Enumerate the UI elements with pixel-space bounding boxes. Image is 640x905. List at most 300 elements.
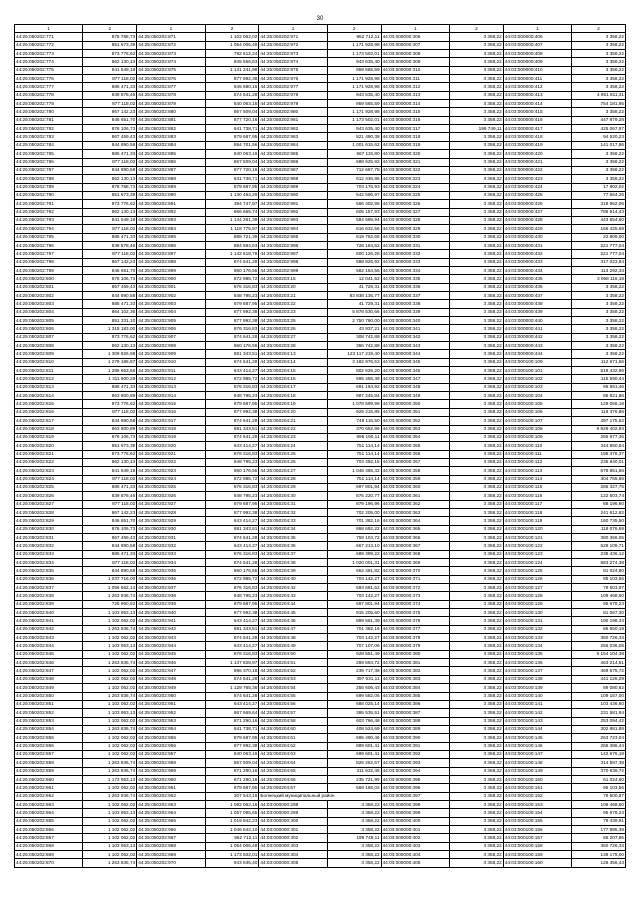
cadastral-value-cell: 1 173 502,01	[327, 116, 381, 124]
cadastral-number-cell: 44:03:000100:158	[503, 842, 571, 850]
table-row	[15, 533, 626, 541]
cadastral-number-cell: 44:25:050202:864	[15, 809, 83, 817]
cadastral-number-cell: 44:25:050204:27	[259, 467, 327, 475]
cadastral-number-cell: 44:25:050202:860	[15, 775, 83, 783]
cadastral-value-cell: 3 358,22	[449, 550, 503, 558]
cadastral-number-cell: 44:03:000100:142	[503, 709, 571, 717]
table-row	[15, 417, 626, 425]
cadastral-value-cell: 695 490,46	[327, 734, 381, 742]
cadastral-value-cell: 3 358,22	[449, 108, 503, 116]
cadastral-value-cell: 3 358,22	[449, 826, 503, 834]
cadastral-number-cell: 44:25:050202:814	[15, 392, 83, 400]
cadastral-number-cell: 44:25:050202:983	[259, 133, 327, 141]
cadastral-value-cell: 884 701,56	[205, 141, 259, 149]
cadastral-number-cell: 44:25:050202:885	[137, 150, 205, 158]
cadastral-value-cell: 874 641,28	[205, 675, 259, 683]
cadastral-value-cell: 447 879,28	[572, 116, 626, 124]
cadastral-number-cell: 44:25:050204:47	[259, 625, 327, 633]
cadastral-value-cell: 3 358,22	[572, 292, 626, 300]
cadastral-number-cell: 44:03:000000:347	[381, 375, 449, 383]
cadastral-number-cell: 44:25:050203:25	[259, 317, 327, 325]
cadastral-value-cell: 3 358,22	[449, 600, 503, 608]
cadastral-number-cell: 44:25:050202:994	[259, 225, 327, 233]
cadastral-value-cell: 879 687,95	[205, 784, 259, 792]
cadastral-value-cell: 3 358,22	[449, 508, 503, 516]
table-row	[15, 792, 626, 800]
cadastral-value-cell: 1 309 826,98	[83, 350, 137, 358]
cadastral-value-cell: 41 729,31	[327, 283, 381, 291]
cadastral-number-cell: 44:03:000000:301	[259, 826, 327, 834]
cadastral-number-cell: 44:03:000100:136	[503, 659, 571, 667]
cadastral-value-cell: 3 358,22	[449, 559, 503, 567]
cadastral-number-cell: 44:03:000000:312	[381, 83, 449, 91]
cadastral-number-cell: 44:25:050202:984	[259, 141, 327, 149]
cadastral-value-cell: 839 878,46	[83, 241, 137, 249]
cadastral-value-cell: 885 471,33	[83, 483, 137, 491]
cadastral-number-cell: 44:25:050202:881	[137, 116, 205, 124]
cadastral-value-cell: 1 173 502,01	[327, 50, 381, 58]
cadastral-number-cell: 44:25:050204:60	[259, 725, 327, 733]
cadastral-number-cell: 44:03:000000:437	[503, 292, 571, 300]
cadastral-value-cell: 863 800,89	[83, 392, 137, 400]
cadastral-value-cell: 943 635,40	[327, 58, 381, 66]
cadastral-number-cell: 44:03:000100:131	[503, 617, 571, 625]
cadastral-value-cell: 889 561,39	[327, 617, 381, 625]
cadastral-number-cell: 44:25:050202:817	[15, 417, 83, 425]
cadastral-value-cell: 1 173 953,13	[83, 775, 137, 783]
cadastral-value-cell: 113 292,34	[572, 266, 626, 274]
cadastral-value-cell: 3 358,22	[449, 233, 503, 241]
cadastral-number-cell: 44:25:050202:967	[137, 834, 205, 842]
cadastral-number-cell: 44:25:050202:964	[137, 809, 205, 817]
cadastral-value-cell: 792 612,24	[205, 50, 259, 58]
cadastral-number-cell: 44:03:000000:314	[381, 100, 449, 108]
cadastral-value-cell: 844 890,58	[83, 141, 137, 149]
cadastral-value-cell: 1 129 765,36	[205, 684, 259, 692]
cadastral-value-cell: 1 102 062,02	[83, 717, 137, 725]
cadastral-value-cell: 844 890,58	[83, 292, 137, 300]
cadastral-value-cell: 308 742,88	[327, 333, 381, 341]
cadastral-number-cell: 44:03:000000:394	[381, 767, 449, 775]
cadastral-value-cell: 3 358,22	[449, 483, 503, 491]
cadastral-value-cell: 139 175,00	[572, 851, 626, 859]
cadastral-value-cell: 3 182 976,53	[327, 358, 381, 366]
table-row	[15, 367, 626, 375]
cadastral-value-cell: 1 137 828,97	[205, 659, 259, 667]
cadastral-value-cell: 3 358,22	[449, 800, 503, 808]
cadastral-number-cell: 44:25:050202:795	[15, 233, 83, 241]
table-row	[15, 292, 626, 300]
cadastral-number-cell: 44:25:050202:888	[137, 175, 205, 183]
cadastral-number-cell: 44:03:000000:353	[381, 425, 449, 433]
cadastral-number-cell: 44:25:050202:786	[15, 158, 83, 166]
cadastral-value-cell: 840 063,16	[205, 150, 259, 158]
cadastral-value-cell: 112 671,66	[572, 358, 626, 366]
cadastral-value-cell: 4 861 811,31	[572, 91, 626, 99]
cadastral-number-cell: 44:25:050202:800	[15, 275, 83, 283]
table-row	[15, 525, 626, 533]
table-row	[15, 692, 626, 700]
cadastral-value-cell: 867 509,04	[205, 158, 259, 166]
cadastral-value-cell: 569 165,02	[327, 784, 381, 792]
cadastral-value-cell: 867 142,23	[83, 258, 137, 266]
cadastral-number-cell: 44:25:050202:799	[15, 266, 83, 274]
cadastral-number-cell: 44:03:000000:375	[381, 609, 449, 617]
table-row	[15, 483, 626, 491]
cadastral-number-cell: 44:25:050202:790	[15, 191, 83, 199]
cadastral-number-cell: 44:03:000000:380	[381, 650, 449, 658]
cadastral-number-cell: 44:03:000000:300	[259, 817, 327, 825]
cadastral-value-cell: 89 080,62	[572, 684, 626, 692]
cadastral-value-cell: 3 358,22	[449, 700, 503, 708]
cadastral-number-cell: 44:25:050202:831	[15, 533, 83, 541]
cadastral-number-cell: 44:25:050202:874	[137, 58, 205, 66]
cadastral-number-cell: 44:25:050202:797	[15, 250, 83, 258]
table-row	[15, 425, 626, 433]
cadastral-value-cell: 3 358,22	[449, 367, 503, 375]
cadastral-value-cell: 1 103 953,13	[83, 609, 137, 617]
table-row	[15, 717, 626, 725]
cadastral-value-cell: 612 436,85	[327, 175, 381, 183]
cadastral-value-cell: 605 157,93	[327, 208, 381, 216]
cadastral-number-cell: 44:25:050202:780	[15, 108, 83, 116]
cadastral-value-cell: 867 459,43	[83, 283, 137, 291]
cadastral-value-cell: 884 694,63	[205, 241, 259, 249]
cadastral-number-cell: 44:03:000000:409	[503, 58, 571, 66]
cadastral-value-cell: 3 358,22	[449, 784, 503, 792]
table-row	[15, 141, 626, 149]
cadastral-number-cell: 44:03:000000:303	[259, 842, 327, 850]
cadastral-number-cell: 44:25:050202:789	[15, 183, 83, 191]
cadastral-number-cell: 44:03:000000:322	[381, 166, 449, 174]
cadastral-number-cell: 44:03:000100:102	[503, 375, 571, 383]
cadastral-value-cell: 3 358,22	[449, 475, 503, 483]
cadastral-number-cell: 44:25:050202:907	[137, 333, 205, 341]
cadastral-value-cell: 3 358,22	[449, 33, 503, 41]
cadastral-value-cell: 885 471,33	[83, 300, 137, 308]
cadastral-number-cell: 44:25:050202:944	[137, 642, 205, 650]
cadastral-value-cell: 3 358,22	[449, 133, 503, 141]
cadastral-value-cell: 404 765,66	[572, 475, 626, 483]
cadastral-number-cell: 44:03:000100:118	[503, 508, 571, 516]
cadastral-number-cell: 44:03:000000:321	[381, 158, 449, 166]
cadastral-value-cell: 877 992,38	[205, 408, 259, 416]
header-row	[15, 25, 626, 33]
cadastral-value-cell: 871 290,16	[205, 775, 259, 783]
cadastral-number-cell: 44:25:050202:836	[15, 575, 83, 583]
cadastral-number-cell: 44:03:000100:154	[503, 809, 571, 817]
table-row	[15, 325, 626, 333]
cadastral-value-cell: 874 641,28	[205, 417, 259, 425]
cadastral-number-cell: 44:03:000100:138	[503, 675, 571, 683]
cadastral-value-cell: 879 687,95	[205, 133, 259, 141]
table-row	[15, 33, 626, 41]
cadastral-value-cell: 1 102 062,02	[83, 617, 137, 625]
cadastral-value-cell: 3 358,22	[449, 158, 503, 166]
cadastral-value-cell: 3 358,22	[572, 166, 626, 174]
cadastral-value-cell: 3 358,22	[449, 91, 503, 99]
cadastral-value-cell: 699 582,06	[327, 692, 381, 700]
cadastral-number-cell: 44:03:000000:340	[381, 317, 449, 325]
cadastral-number-cell: 44:03:000000:335	[381, 275, 449, 283]
cadastral-number-cell: 44:25:050202:913	[137, 383, 205, 391]
cadastral-number-cell: 44:03:000000:368	[381, 550, 449, 558]
cadastral-number-cell: 44:25:050202:820	[15, 442, 83, 450]
cadastral-value-cell: 876 316,83	[205, 383, 259, 391]
cadastral-value-cell: 691 184,92	[327, 383, 381, 391]
cadastral-number-cell: 44:25:050204:66	[259, 775, 327, 783]
table-row	[15, 784, 626, 792]
cadastral-number-cell: 44:03:000000:326	[381, 200, 449, 208]
cadastral-number-cell: 44:25:050202:989	[259, 183, 327, 191]
cadastral-value-cell: 3 358,22	[449, 283, 503, 291]
table-row	[15, 400, 626, 408]
cadastral-value-cell: 643 414,27	[205, 517, 259, 525]
cadastral-number-cell: 44:03:000100:148	[503, 759, 571, 767]
cadastral-number-cell: 44:03:000000:327	[381, 208, 449, 216]
cadastral-value-cell: 876 316,83	[205, 325, 259, 333]
cadastral-value-cell: 3 358,22	[327, 800, 381, 808]
cadastral-value-cell: 619 762,65	[327, 233, 381, 241]
cadastral-value-cell: 876 106,73	[83, 125, 137, 133]
section-heading-cell: Болнецкий муниципальный район	[259, 792, 381, 800]
table-row	[15, 742, 626, 750]
cadastral-value-cell: 3 358,22	[449, 400, 503, 408]
cadastral-value-cell: 876 316,83	[205, 283, 259, 291]
table-row	[15, 775, 626, 783]
cadastral-value-cell: 867 669,64	[205, 709, 259, 717]
cadastral-value-cell: 5 878 530,66	[327, 308, 381, 316]
cadastral-number-cell: 44:03:000000:396	[381, 784, 449, 792]
cadastral-value-cell: 318 952,06	[572, 200, 626, 208]
cadastral-number-cell: 44:03:000000:369	[381, 559, 449, 567]
cadastral-value-cell: 867 142,23	[83, 508, 137, 516]
cadastral-value-cell: 3 358,22	[449, 50, 503, 58]
cadastral-value-cell: 142 676,18	[572, 750, 626, 758]
cadastral-value-cell: 3 358,22	[572, 108, 626, 116]
cadastral-value-cell: 61 024,60	[572, 775, 626, 783]
table-row	[15, 66, 626, 74]
cadastral-number-cell: 44:25:050202:784	[15, 141, 83, 149]
cadastral-number-cell: 44:03:000100:139	[503, 684, 571, 692]
table-row	[15, 191, 626, 199]
cadastral-number-cell: 44:25:050202:953	[137, 717, 205, 725]
cadastral-number-cell: 44:03:000000:313	[381, 91, 449, 99]
cadastral-value-cell: 3 358,22	[572, 317, 626, 325]
cadastral-number-cell: 44:25:050204:30	[259, 492, 327, 500]
cadastral-number-cell: 44:03:000100:129	[503, 600, 571, 608]
cadastral-number-cell: 44:03:000100:140	[503, 692, 571, 700]
cadastral-value-cell: 3 358,22	[449, 517, 503, 525]
cadastral-number-cell: 44:03:000000:306	[381, 33, 449, 41]
cadastral-number-cell: 44:25:050204:58	[259, 717, 327, 725]
cadastral-number-cell: 44:03:000000:399	[381, 809, 449, 817]
cadastral-number-cell: 44:25:050203:21	[259, 292, 327, 300]
cadastral-number-cell: 44:25:050203:22	[259, 300, 327, 308]
cadastral-number-cell: 44:03:000000:359	[381, 475, 449, 483]
cadastral-value-cell: 678 851,56	[572, 467, 626, 475]
table-row	[15, 133, 626, 141]
cadastral-number-cell: 44:03:000000:430	[503, 233, 571, 241]
cadastral-number-cell: 44:03:000000:432	[503, 250, 571, 258]
cadastral-number-cell: 44:03:000100:145	[503, 734, 571, 742]
cadastral-value-cell: 3 358,22	[449, 141, 503, 149]
cadastral-number-cell: 44:03:000000:378	[381, 634, 449, 642]
cadastral-number-cell: 44:03:000000:393	[381, 759, 449, 767]
cadastral-value-cell: 860 176,55	[205, 266, 259, 274]
cadastral-number-cell: 44:25:050202:993	[259, 216, 327, 224]
cadastral-number-cell: 44:25:050204:31	[259, 500, 327, 508]
cadastral-value-cell: 877 118,02	[83, 100, 137, 108]
cadastral-number-cell: 44:03:000100:128	[503, 592, 571, 600]
cadastral-number-cell: 44:25:050202:840	[15, 609, 83, 617]
cadastral-number-cell: 44:25:050202:858	[15, 759, 83, 767]
cadastral-value-cell: 1 102 062,02	[83, 684, 137, 692]
cadastral-value-cell: 1 173 502,01	[205, 851, 259, 859]
cadastral-number-cell: 44:25:050202:781	[15, 116, 83, 124]
cadastral-number-cell: 44:25:050202:905	[137, 317, 205, 325]
cadastral-value-cell: 239 717,38	[327, 667, 381, 675]
cadastral-value-cell: 877 118,02	[83, 75, 137, 83]
cadastral-number-cell: 44:03:000100:156	[503, 826, 571, 834]
cadastral-value-cell: 3 358,22	[449, 308, 503, 316]
cadastral-number-cell: 44:03:000000:358	[381, 467, 449, 475]
table-row	[15, 383, 626, 391]
cadastral-number-cell: 44:03:000100:123	[503, 550, 571, 558]
cadastral-value-cell: 879 687,95	[205, 734, 259, 742]
cadastral-value-cell: 943 635,40	[327, 91, 381, 99]
cadastral-value-cell: 1 102 062,02	[83, 700, 137, 708]
table-row	[15, 116, 626, 124]
table-row	[15, 125, 626, 133]
cadastral-number-cell: 44:03:000100:110	[503, 442, 571, 450]
cadastral-number-cell: 44:03:000000:426	[503, 200, 571, 208]
cadastral-number-cell: 44:03:000000:349	[381, 392, 449, 400]
cadastral-number-cell: 44:03:000000:366	[381, 533, 449, 541]
cadastral-number-cell: 44:25:050202:978	[259, 91, 327, 99]
cadastral-number-cell: 44:03:000000:370	[381, 567, 449, 575]
cadastral-number-cell: 44:25:050204:35	[259, 533, 327, 541]
cadastral-number-cell: 44:25:050202:985	[259, 150, 327, 158]
cadastral-value-cell: 876 106,73	[83, 275, 137, 283]
cadastral-value-cell: 1 131 241,98	[205, 66, 259, 74]
cadastral-value-cell: 1 102 062,02	[83, 851, 137, 859]
cadastral-value-cell: 3 358,22	[449, 216, 503, 224]
cadastral-number-cell: 44:03:000000:401	[381, 826, 449, 834]
cadastral-number-cell: 44:03:000000:421	[503, 158, 571, 166]
cadastral-number-cell: 44:03:000000:367	[381, 542, 449, 550]
cadastral-number-cell: 44:03:000000:377	[381, 625, 449, 633]
cadastral-value-cell: 88 196,60	[572, 500, 626, 508]
cadastral-value-cell: 3 358,22	[572, 58, 626, 66]
cadastral-number-cell: 44:03:000000:414	[503, 100, 571, 108]
table-row	[15, 517, 626, 525]
table-row	[15, 575, 626, 583]
column-header: 1	[503, 25, 571, 33]
cadastral-number-cell: 44:25:050202:839	[15, 600, 83, 608]
cadastral-number-cell: 44:03:000100:143	[503, 717, 571, 725]
cadastral-value-cell: 3 358,22	[449, 809, 503, 817]
cadastral-number-cell: 44:25:050202:925	[137, 483, 205, 491]
cadastral-number-cell: 44:03:000000:416	[503, 116, 571, 124]
cadastral-value-cell: 873 776,62	[83, 200, 137, 208]
cadastral-number-cell: 44:03:000000:365	[381, 525, 449, 533]
cadastral-number-cell: 44:25:050202:849	[15, 684, 83, 692]
cadastral-number-cell: 44:25:050204:38	[259, 559, 327, 567]
cadastral-value-cell: 3 358,22	[449, 492, 503, 500]
cadastral-value-cell: 864 102,36	[83, 308, 137, 316]
cadastral-value-cell: 860 176,55	[205, 567, 259, 575]
cadastral-value-cell: 3 358,22	[449, 350, 503, 358]
cadastral-number-cell: 44:25:050202:865	[15, 817, 83, 825]
cadastral-value-cell: 582 164,56	[327, 266, 381, 274]
cadastral-number-cell: 44:25:050204:28	[259, 475, 327, 483]
cadastral-number-cell: 44:25:050202:929	[137, 517, 205, 525]
cadastral-number-cell: 44:03:000000:299	[259, 809, 327, 817]
cadastral-value-cell: 1 263 836,74	[83, 592, 137, 600]
cadastral-value-cell: 3 358,22	[572, 83, 626, 91]
cadastral-value-cell: 236 840,01	[572, 458, 626, 466]
cadastral-number-cell: 44:25:050202:809	[15, 350, 83, 358]
cadastral-number-cell: 44:03:000000:334	[381, 266, 449, 274]
cadastral-value-cell: 876 316,83	[205, 450, 259, 458]
table-row	[15, 567, 626, 575]
cadastral-number-cell: 44:03:000000:339	[381, 308, 449, 316]
cadastral-value-cell: 877 992,38	[205, 609, 259, 617]
cadastral-number-cell: 44:25:050202:906	[137, 325, 205, 333]
cadastral-number-cell: 44:03:000000:391	[381, 742, 449, 750]
cadastral-number-cell: 44:25:050202:866	[15, 826, 83, 834]
cadastral-value-cell: 3 358,22	[449, 834, 503, 842]
cadastral-value-cell: 86 207,86	[572, 834, 626, 842]
table-row	[15, 617, 626, 625]
cadastral-value-cell: 43 937,21	[327, 325, 381, 333]
cadastral-number-cell: 44:25:050202:779	[15, 100, 83, 108]
cadastral-number-cell: 44:25:050202:931	[137, 533, 205, 541]
cadastral-value-cell: 3 358,22	[449, 750, 503, 758]
cadastral-value-cell: 441 126,29	[572, 675, 626, 683]
cadastral-number-cell: 44:25:050202:934	[137, 559, 205, 567]
cadastral-number-cell: 44:03:000000:319	[381, 141, 449, 149]
cadastral-value-cell: 3 358,22	[449, 467, 503, 475]
cadastral-number-cell: 44:25:050202:930	[137, 525, 205, 533]
cadastral-number-cell: 44:03:000000:385	[381, 692, 449, 700]
cadastral-value-cell: 3 358,22	[449, 208, 503, 216]
cadastral-value-cell: 872 985,72	[205, 275, 259, 283]
cadastral-number-cell: 44:25:050202:933	[137, 550, 205, 558]
cadastral-value-cell: 689 399,22	[327, 550, 381, 558]
cadastral-number-cell: 44:03:000000:345	[381, 358, 449, 366]
cadastral-value-cell: 701 382,16	[327, 625, 381, 633]
cadastral-number-cell: 44:25:050202:991	[259, 200, 327, 208]
cadastral-number-cell: 44:25:050204:46	[259, 617, 327, 625]
cadastral-value-cell: 1 263 836,74	[83, 625, 137, 633]
cadastral-number-cell: 44:03:000000:362	[381, 500, 449, 508]
cadastral-number-cell: 44:25:050202:846	[15, 659, 83, 667]
cadastral-number-cell: 44:03:000000:403	[381, 842, 449, 850]
cadastral-value-cell: 221 777,04	[572, 250, 626, 258]
table-row	[15, 859, 626, 867]
cadastral-number-cell: 44:25:050202:941	[137, 617, 205, 625]
cadastral-value-cell: 497 175,62	[572, 417, 626, 425]
cadastral-value-cell: 707 107,06	[327, 642, 381, 650]
cadastral-value-cell: 749 116,50	[327, 417, 381, 425]
cadastral-number-cell: 44:25:050202:818	[15, 425, 83, 433]
cadastral-value-cell: 1 130 464,29	[205, 191, 259, 199]
cadastral-number-cell: 44:03:000000:354	[381, 433, 449, 441]
table-row	[15, 659, 626, 667]
cadastral-value-cell: 703 142,27	[327, 634, 381, 642]
